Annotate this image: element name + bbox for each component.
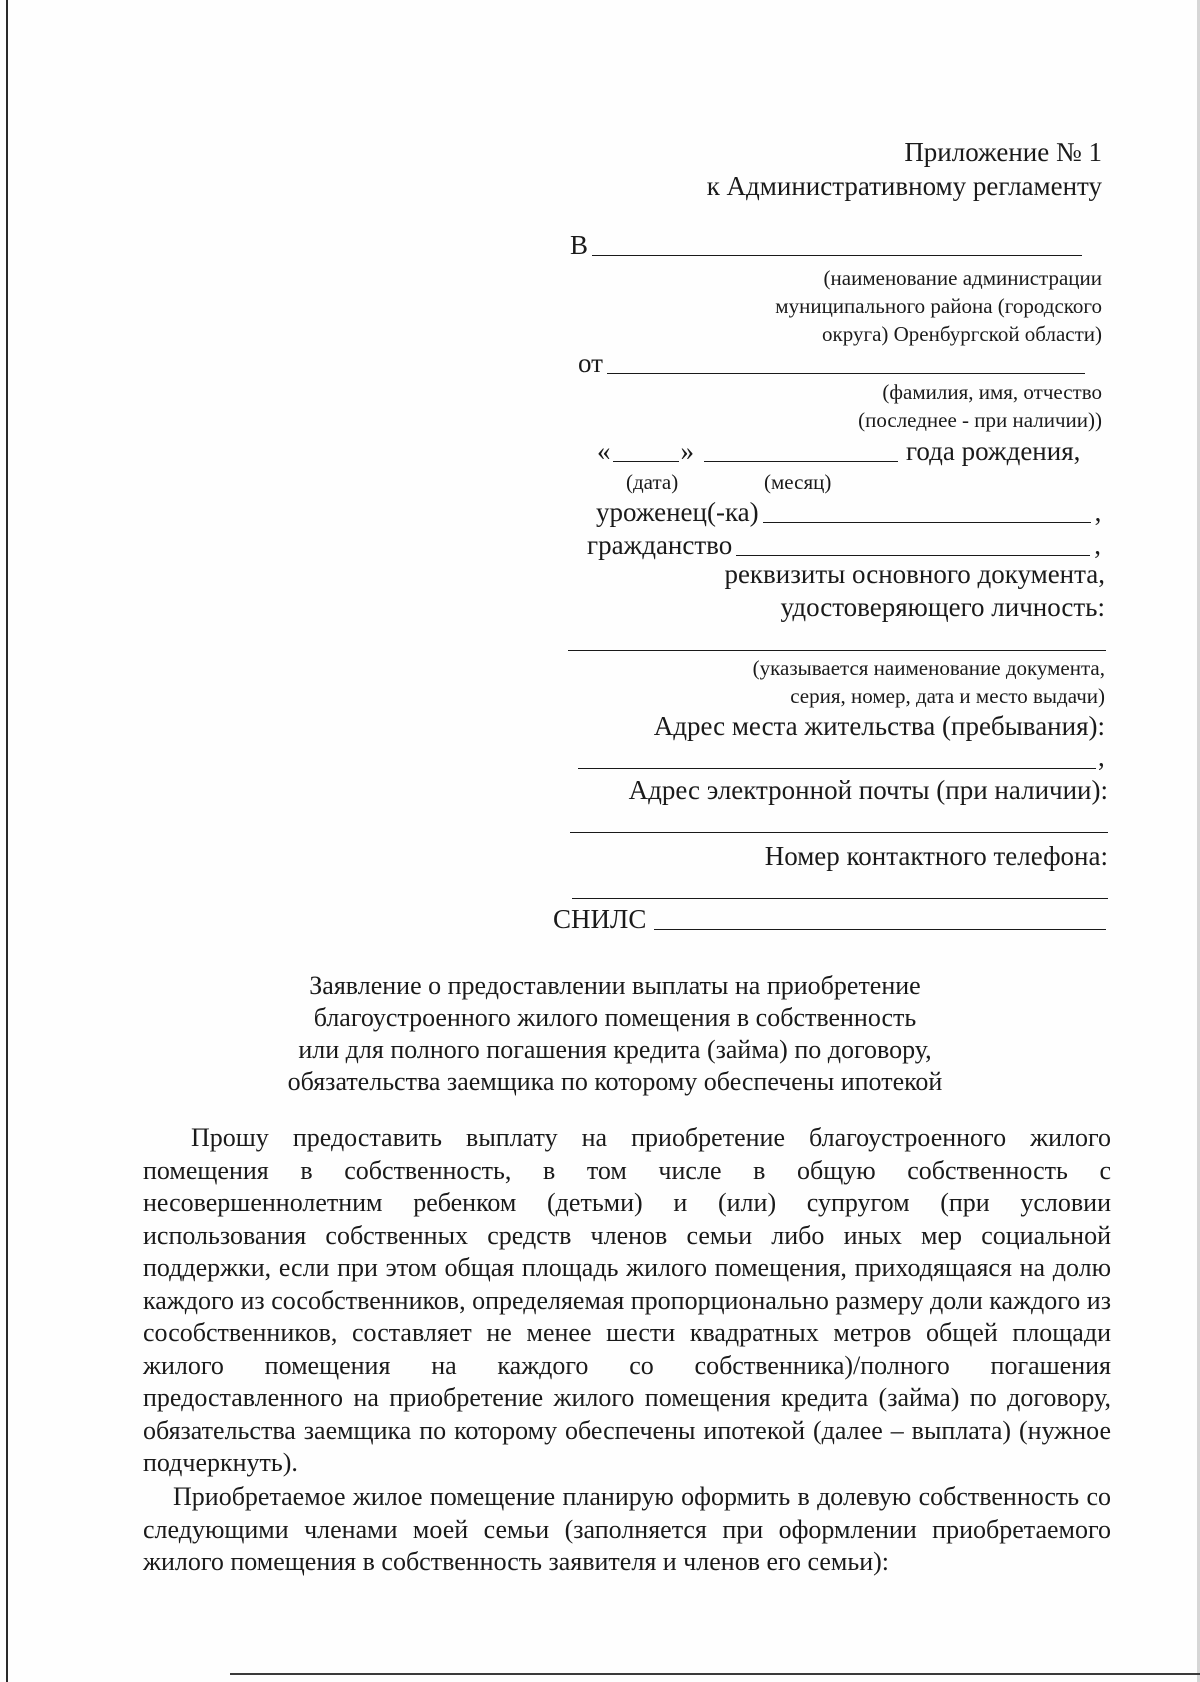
- native-comma: ,: [1094, 497, 1102, 527]
- from-field-line[interactable]: [607, 351, 1085, 374]
- snils-field-line[interactable]: [654, 907, 1106, 930]
- email-field-line[interactable]: [570, 832, 1108, 833]
- identity-doc-hint: [753, 654, 1105, 710]
- citizenship-row: [587, 530, 1101, 561]
- to-hint-line3: округа) Оренбургской области): [822, 322, 1102, 346]
- native-field-line[interactable]: [763, 500, 1091, 523]
- birth-day-field[interactable]: [613, 439, 679, 462]
- to-field-line[interactable]: [592, 233, 1082, 256]
- address-comma: ,: [1098, 742, 1105, 772]
- birth-month-field[interactable]: [704, 439, 898, 462]
- address-label: Адрес места жительства (пребывания):: [653, 711, 1105, 741]
- snils-label: СНИЛС: [553, 904, 647, 934]
- native-row: [596, 497, 1101, 528]
- citizenship-comma: ,: [1094, 530, 1101, 560]
- citizenship-field-line[interactable]: [736, 533, 1090, 556]
- ownership-paragraph: Приобретаемое жилое помещение планирую оформить в долевую собственность со следующими членами моей семьи (заполняется при оформлении приобретаемого жилого помещения в собственность заявителя и членов его семьи):: [143, 1482, 1111, 1576]
- scan-edge-left: [6, 0, 8, 1682]
- application-title-line1: Заявление о предоставлении выплаты на приобретение: [309, 971, 921, 1000]
- snils-row: [553, 904, 1110, 935]
- address-field-line[interactable]: [578, 768, 1096, 769]
- application-title-line4: обязательства заемщика по которому обеспечены ипотекой: [287, 1067, 943, 1096]
- citizenship-label: гражданство: [587, 530, 733, 560]
- to-hint-line2: муниципального района (городского: [775, 294, 1102, 318]
- phone-field-line[interactable]: [572, 898, 1108, 899]
- appendix-regulation: к Административному регламенту: [706, 171, 1102, 201]
- identity-doc-label-line1: реквизиты основного документа,: [724, 559, 1105, 589]
- identity-doc-field-line[interactable]: [568, 650, 1106, 651]
- month-hint: (месяц): [764, 470, 832, 494]
- application-title-line2: благоустроенного жилого помещения в собственность: [313, 1003, 917, 1032]
- to-hint: [775, 264, 1102, 348]
- to-row: [570, 230, 1086, 261]
- native-label: уроженец(-ка): [596, 497, 759, 527]
- scan-edge-bottom: [230, 1673, 1200, 1675]
- from-prefix: от: [578, 348, 603, 378]
- request-paragraph: Прошу предоставить выплату на приобретение благоустроенного жилого помещения в собственность, в том числе в общую собственность с несовершеннолетним ребенком (детьми) и (или) супругом (при условии использования собственных средств членов семьи либо иных мер социальной поддержки, если при этом общая площадь жилого помещения, приходящаяся на долю каждого из сособственников, определяемая пропорционально размеру доли каждого из сособственников, составляет не менее шести квадратных метров общей площади жилого помещения на каждого со собственника)/полного погашения предоставленного на приобретение жилого помещения кредита (займа) по договору, обязательства заемщика по которому обеспечены ипотекой (далее – выплата) (нужное подчеркнуть).: [143, 1123, 1111, 1477]
- phone-label: Номер контактного телефона:: [764, 841, 1108, 871]
- email-label: Адрес электронной почты (при наличии):: [628, 775, 1108, 805]
- identity-doc-hint-line2: серия, номер, дата и место выдачи): [790, 684, 1105, 708]
- to-prefix: В: [570, 230, 589, 260]
- from-row: [578, 348, 1089, 379]
- appendix-header: [707, 135, 1102, 203]
- from-hint-line1: (фамилия, имя, отчество: [882, 380, 1102, 404]
- quote-open: «: [597, 436, 611, 466]
- from-hint: [858, 378, 1102, 434]
- birth-row: [597, 436, 1080, 467]
- quote-close: »: [680, 436, 694, 466]
- identity-doc-hint-line1: (указывается наименование документа,: [752, 656, 1105, 680]
- to-hint-line1: (наименование администрации: [823, 266, 1102, 290]
- appendix-number: Приложение № 1: [904, 137, 1102, 167]
- application-title-line3: или для полного погашения кредита (займа) по договору,: [298, 1035, 932, 1064]
- date-hint: (дата): [626, 470, 679, 494]
- identity-doc-label: [724, 558, 1105, 624]
- identity-doc-label-line2: удостоверяющего личность:: [780, 592, 1105, 622]
- from-hint-line2: (последнее - при наличии)): [858, 408, 1102, 432]
- application-title: [225, 970, 1005, 1098]
- birth-suffix: года рождения,: [906, 436, 1081, 466]
